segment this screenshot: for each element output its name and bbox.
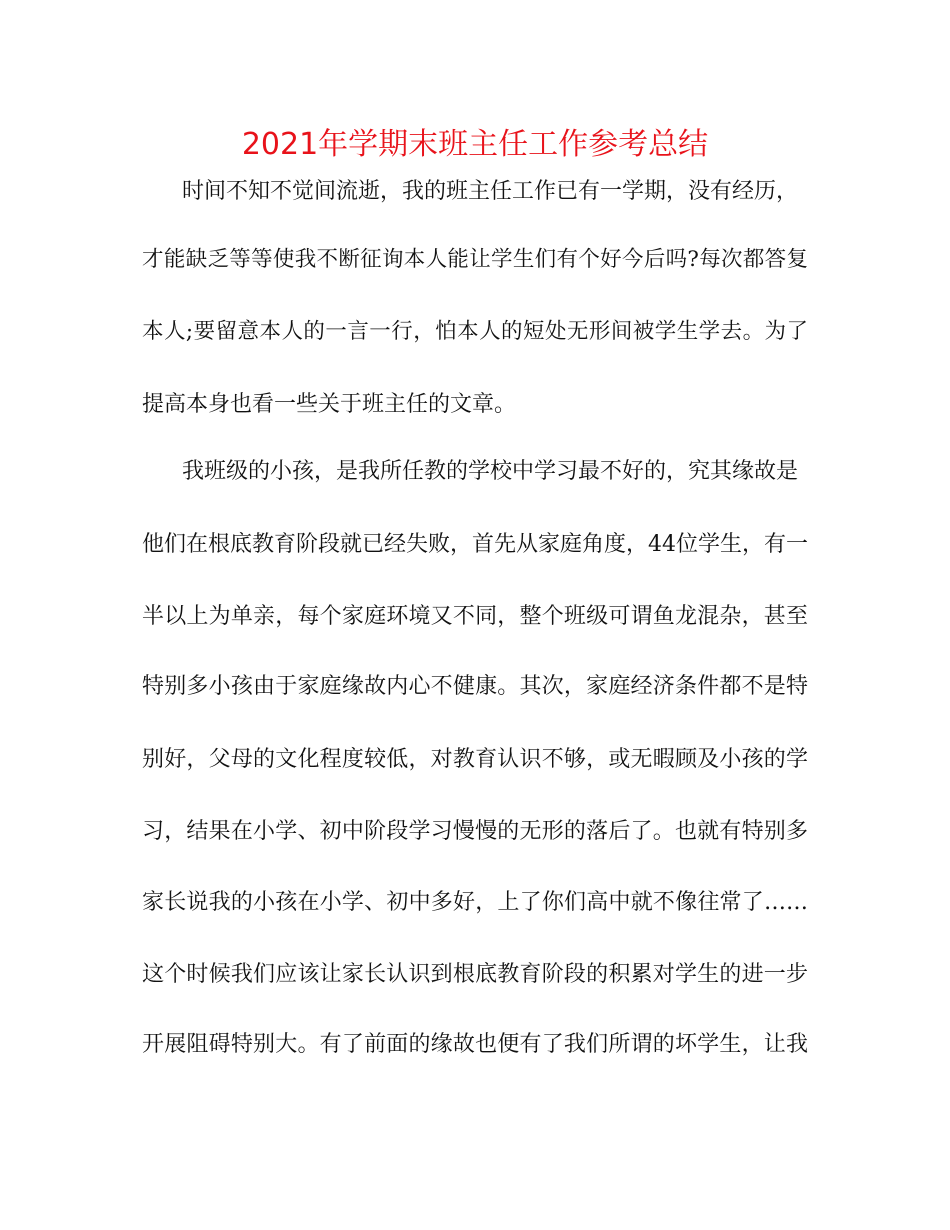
paragraph-2-line-6: 习，结果在小学、初中阶段学习慢慢的无形的落后了。也就有特别多 xyxy=(142,819,808,844)
paragraph-2-line-8: 这个时候我们应该让家长认识到根底教育阶段的积累对学生的进一步 xyxy=(142,962,808,987)
paragraph-2-line-3: 半以上为单亲，每个家庭环境又不同，整个班级可谓鱼龙混杂，甚至 xyxy=(142,604,808,629)
paragraph-2-line-5: 别好，父母的文化程度较低，对教育认识不够，或无暇顾及小孩的学 xyxy=(142,747,808,772)
paragraph-1-line-3: 本人;要留意本人的一言一行，怕本人的短处无形间被学生学去。为了 xyxy=(142,319,808,344)
paragraph-1-line-4: 提高本身也看一些关于班主任的文章。 xyxy=(142,392,517,417)
document-title: 2021年学期末班主任工作参考总结 xyxy=(241,127,709,162)
paragraph-2-line-7: 家长说我的小孩在小学、初中多好，上了你们高中就不像往常了…… xyxy=(142,890,808,915)
paragraph-2-line-9: 开展阻碍特别大。有了前面的缘故也便有了我们所谓的坏学生，让我 xyxy=(142,1032,808,1057)
paragraph-1-line-2: 才能缺乏等等使我不断征询本人能让学生们有个好今后吗?每次都答复 xyxy=(142,247,808,272)
paragraph-2-line-2: 他们在根底教育阶段就已经失败，首先从家庭角度，44位学生，有一 xyxy=(142,532,808,557)
paragraph-2-line-4: 特别多小孩由于家庭缘故内心不健康。其次，家庭经济条件都不是特 xyxy=(142,674,808,699)
paragraph-2-line-1: 我班级的小孩，是我所任教的学校中学习最不好的，究其缘故是 xyxy=(182,459,799,484)
paragraph-1-line-1: 时间不知不觉间流逝，我的班主任工作已有一学期，没有经历， xyxy=(182,179,799,204)
